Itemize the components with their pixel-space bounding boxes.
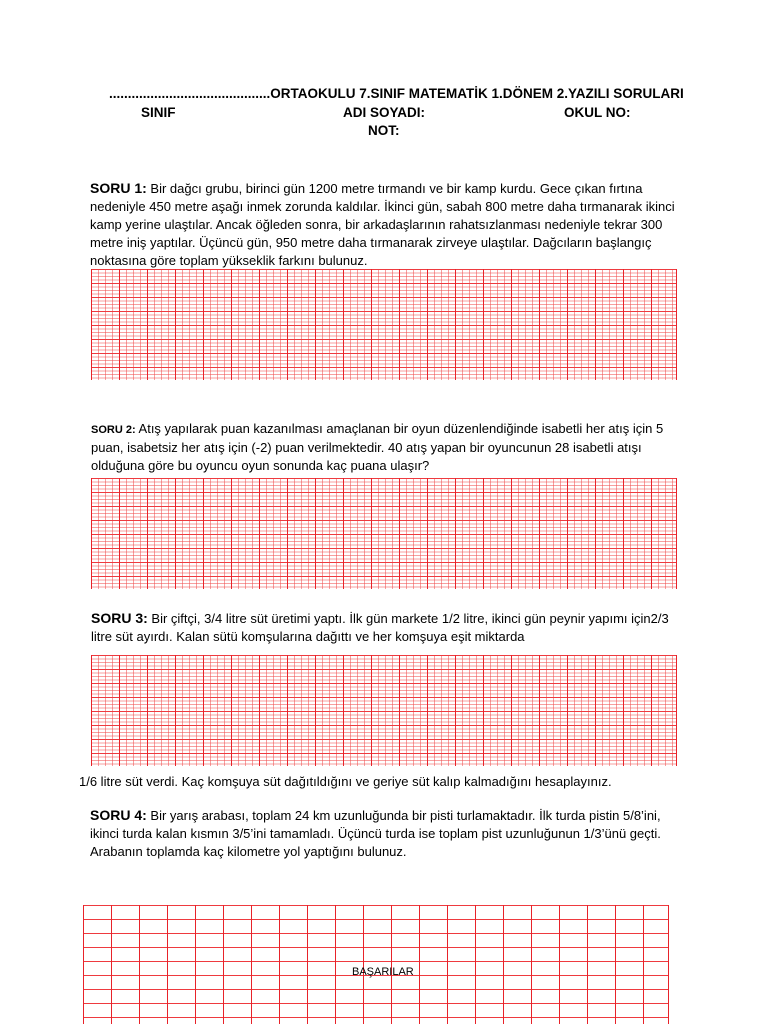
question-1-label: SORU 1: (90, 180, 147, 196)
question-1-text: Bir dağcı grubu, birinci gün 1200 metre tırmandı ve bir kamp kurdu. Gece çıkan fırtına nedeniyle 450 metre aşağı inmek zorunda kaldılar. İkinci gün, sabah 800 metre daha tırmanarak ikinci kamp yerine ulaştılar. Ancak öğleden sonra, bir arkadaşlarının rahatsızlanması nedeniyle tekrar 300 metre iniş yaptılar. Üçüncü gün, 950 metre daha tırmanarak zirveye ulaştılar. Dağcıların başlangıç noktasına göre toplam yükseklik farkını bulunuz. (90, 181, 675, 268)
number-label: OKUL NO: (564, 105, 631, 120)
exam-title: ...........................................ORTAOKULU 7.SINIF MATEMATİK 1.DÖNEM 2.YAZILI SORULARI (109, 86, 684, 101)
question-3-text: Bir çiftçi, 3/4 litre süt üretimi yaptı. İlk gün markete 1/2 litre, ikinci gün peynir yapımı için2/3 litre süt ayırdı. Kalan sütü komşularına dağıttı ve her komşuya eşit miktarda (91, 611, 669, 644)
question-4-text: Bir yarış arabası, toplam 24 km uzunluğunda bir pisti turlamaktadır. İlk turda pistin 5/8’ini, ikinci turda kalan kısmın 3/5’ini tamamladı. Üçüncü turda ise toplam pist uzunluğunun 1/3’ünü geçti. Arabanın toplamda kaç kilometre yol yaptığını bulunuz. (90, 808, 661, 859)
question-4 (90, 806, 690, 861)
question-2-label: SORU 2: (91, 424, 136, 436)
question-3-label: SORU 3: (91, 610, 148, 626)
question-1 (90, 179, 686, 270)
question-2 (91, 420, 687, 475)
answer-grid-2[interactable] (91, 478, 677, 589)
question-4-label: SORU 4: (90, 807, 147, 823)
class-label: SINIF (141, 105, 176, 120)
grade-label: NOT: (368, 123, 400, 138)
question-3 (91, 609, 685, 646)
answer-grid-4[interactable] (83, 905, 669, 1024)
question-2-text: Atış yapılarak puan kazanılması amaçlanan bir oyun düzenlendiğinde isabetli her atış için 5 puan, isabetsiz her atış için (-2) puan verilmektedir. 40 atış yapan bir oyuncunun 28 isabetli atışı olduğuna göre bu oyuncu oyun sonunda kaç puana ulaşır? (91, 421, 664, 473)
answer-grid-1[interactable] (91, 269, 677, 380)
answer-grid-3[interactable] (91, 655, 677, 766)
footer-good-luck: BAŞARILAR (352, 966, 414, 978)
name-label: ADI SOYADI: (343, 105, 426, 120)
question-3-continuation: 1/6 litre süt verdi. Kaç komşuya süt dağıtıldığını ve geriye süt kalıp kalmadığını hesaplayınız. (79, 774, 612, 789)
